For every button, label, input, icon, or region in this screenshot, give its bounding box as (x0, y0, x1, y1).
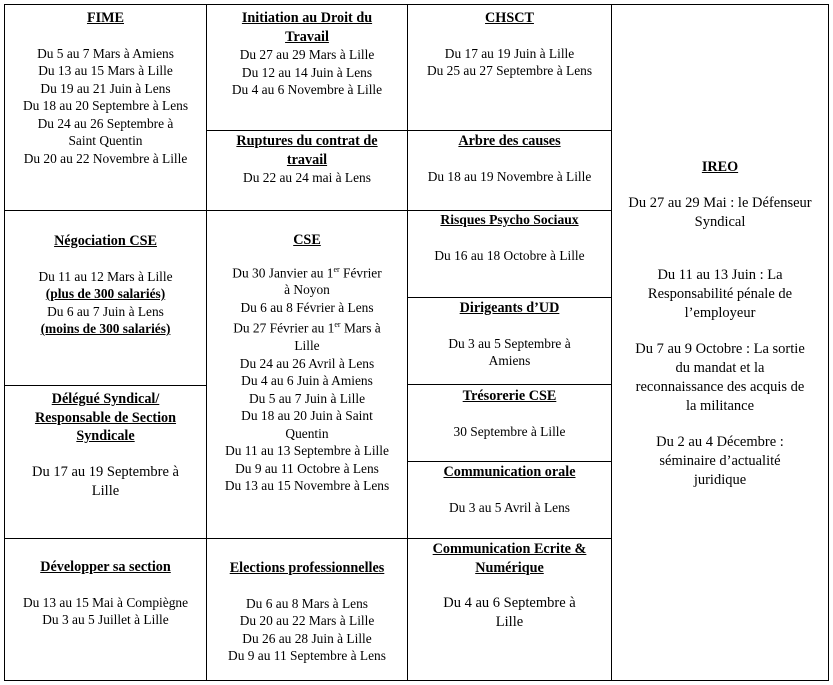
ireo-session: juridique (693, 471, 747, 488)
cse-date-sup: er (333, 264, 340, 274)
arbre-title: Arbre des causes (458, 133, 561, 149)
fime-date: Du 18 au 20 Septembre à Lens (22, 98, 189, 113)
dirigeants-date: Amiens (488, 353, 531, 368)
cse-title: CSE (293, 232, 321, 248)
cse-date-part: Février (339, 264, 382, 280)
comm-orale-cell (407, 461, 612, 539)
cse-date: Du 9 au 11 Octobre à Lens (235, 460, 379, 476)
fime-date: Du 20 au 22 Novembre à Lille (23, 150, 188, 166)
negociation-date: Du 6 au 7 Juin à Lens (47, 303, 164, 319)
rps-title: Risques Psycho Sociaux (440, 212, 579, 227)
chsct-cell (407, 4, 612, 131)
developper-cell (4, 538, 207, 681)
elections-date: Du 9 au 11 Septembre à Lens (228, 648, 386, 663)
chsct-title: CHSCT (485, 10, 534, 26)
cse-date (207, 261, 407, 282)
cse-date: Du 5 au 7 Juin à Lille (248, 390, 366, 406)
negociation-title: Négociation CSE (54, 233, 157, 249)
initiation-date: Du 27 au 29 Mars à Lille (239, 47, 375, 62)
ireo-session: reconnaissance des acquis de (635, 378, 805, 395)
negociation-note: (moins de 300 salariés) (40, 321, 171, 336)
comm-orale-date: Du 3 au 5 Avril à Lens (449, 499, 570, 515)
cse-date: Du 11 au 13 Septembre à Lille (225, 443, 389, 459)
delegue-title: Délégué Syndical/ (51, 391, 160, 407)
fime-title: FIME (86, 10, 125, 26)
fime-date: Saint Quentin (68, 133, 143, 148)
ireo-session: Du 27 au 29 Mai : le Défenseur (628, 194, 812, 211)
initiation-date: Du 12 au 14 Juin à Lens (241, 64, 373, 80)
cse-date: Du 18 au 20 Juin à Saint (241, 408, 373, 424)
cse-date: Du 6 au 8 Février à Lens (240, 299, 374, 315)
arbre-date: Du 18 au 19 Novembre à Lille (427, 168, 592, 184)
tresorerie-date: 30 Septembre à Lille (453, 423, 566, 439)
cse-date: Du 24 au 26 Avril à Lens (239, 355, 375, 371)
initiation-title: Initiation au Droit du (241, 10, 373, 26)
developper-title: Développer sa section (40, 559, 171, 575)
cse-date-part: Du 30 Janvier au 1 (232, 264, 334, 280)
comm-ecrite-cell (407, 538, 612, 681)
cse-date-part: Mars à (340, 320, 381, 336)
developper-date: Du 3 au 5 Juillet à Lille (42, 612, 169, 627)
negociation-date: Du 11 au 12 Mars à Lille (38, 268, 173, 284)
comm-ecrite-date: Du 4 au 6 Septembre à (443, 595, 576, 611)
elections-date: Du 20 au 22 Mars à Lille (239, 613, 375, 628)
fime-date: Du 13 au 15 Mars à Lille (38, 63, 173, 78)
ireo-session: Du 11 au 13 Juin : La (657, 266, 783, 283)
delegue-title: Syndicale (76, 428, 135, 444)
ireo-title: IREO (701, 159, 739, 175)
delegue-title: Responsable de Section (34, 409, 177, 426)
ireo-session: Syndical (694, 213, 746, 230)
comm-ecrite-title: Communication Ecrite & (432, 541, 587, 557)
comm-orale-title: Communication orale (443, 464, 576, 480)
ruptures-cell (206, 130, 408, 211)
dirigeants-title: Dirigeants d’UD (459, 300, 560, 316)
initiation-date: Du 4 au 6 Novembre à Lille (231, 82, 383, 97)
ireo-session: Responsabilité pénale de (647, 285, 793, 302)
ruptures-date: Du 22 au 24 mai à Lens (243, 170, 371, 185)
tresorerie-cell (407, 384, 612, 462)
delegue-date: Lille (91, 482, 120, 499)
cse-date-part: Du 27 Février au 1 (233, 320, 335, 336)
ireo-session: la militance (685, 397, 755, 414)
ruptures-title: Ruptures du contrat de (236, 133, 378, 149)
ruptures-title: travail (286, 151, 328, 168)
fime-date: Du 19 au 21 Juin à Lens (40, 80, 171, 96)
elections-cell (206, 538, 408, 681)
negociation-cell (4, 210, 207, 386)
comm-ecrite-date: Lille (495, 614, 524, 630)
initiation-title: Travail (285, 28, 329, 45)
initiation-cell (206, 4, 408, 131)
developper-date: Du 13 au 15 Mai à Compiègne (22, 594, 189, 610)
dirigeants-cell (407, 297, 612, 385)
fime-date: Du 5 au 7 Mars à Amiens (37, 45, 174, 61)
arbre-cell (407, 130, 612, 211)
comm-ecrite-title: Numérique (475, 559, 544, 576)
delegue-cell (4, 385, 207, 539)
ireo-session: du mandat et la (675, 359, 765, 376)
ireo-session: séminaire d’actualité (659, 452, 781, 469)
ireo-session: Du 2 au 4 Décembre : (656, 433, 784, 450)
cse-date: Du 13 au 15 Novembre à Lens (224, 478, 390, 494)
fime-cell (4, 4, 207, 211)
ireo-session: l’employeur (684, 304, 756, 321)
tresorerie-title: Trésorerie CSE (462, 388, 557, 404)
elections-title: Elections professionnelles (229, 560, 385, 576)
cse-date: Quentin (285, 425, 329, 441)
cse-date: à Noyon (284, 282, 330, 298)
rps-cell (407, 210, 612, 298)
cse-cell (206, 210, 408, 539)
cse-date: Du 4 au 6 Juin à Amiens (241, 373, 373, 389)
fime-date: Du 24 au 26 Septembre à (37, 115, 174, 131)
elections-date: Du 6 au 8 Mars à Lens (246, 595, 368, 611)
negociation-note: (plus de 300 salariés) (45, 286, 166, 301)
dirigeants-date: Du 3 au 5 Septembre à (448, 335, 571, 351)
cse-date-sup: er (334, 320, 341, 330)
delegue-date: Du 17 au 19 Septembre à (32, 463, 179, 480)
chsct-date: Du 25 au 27 Septembre à Lens (426, 63, 593, 78)
rps-date: Du 16 au 18 Octobre à Lille (434, 247, 585, 263)
chsct-date: Du 17 au 19 Juin à Lille (444, 45, 575, 61)
ireo-cell (611, 4, 829, 681)
ireo-session: Du 7 au 9 Octobre : La sortie (635, 340, 805, 357)
cse-date: Lille (294, 338, 320, 354)
elections-date: Du 26 au 28 Juin à Lille (242, 630, 372, 646)
cse-date (207, 316, 407, 337)
